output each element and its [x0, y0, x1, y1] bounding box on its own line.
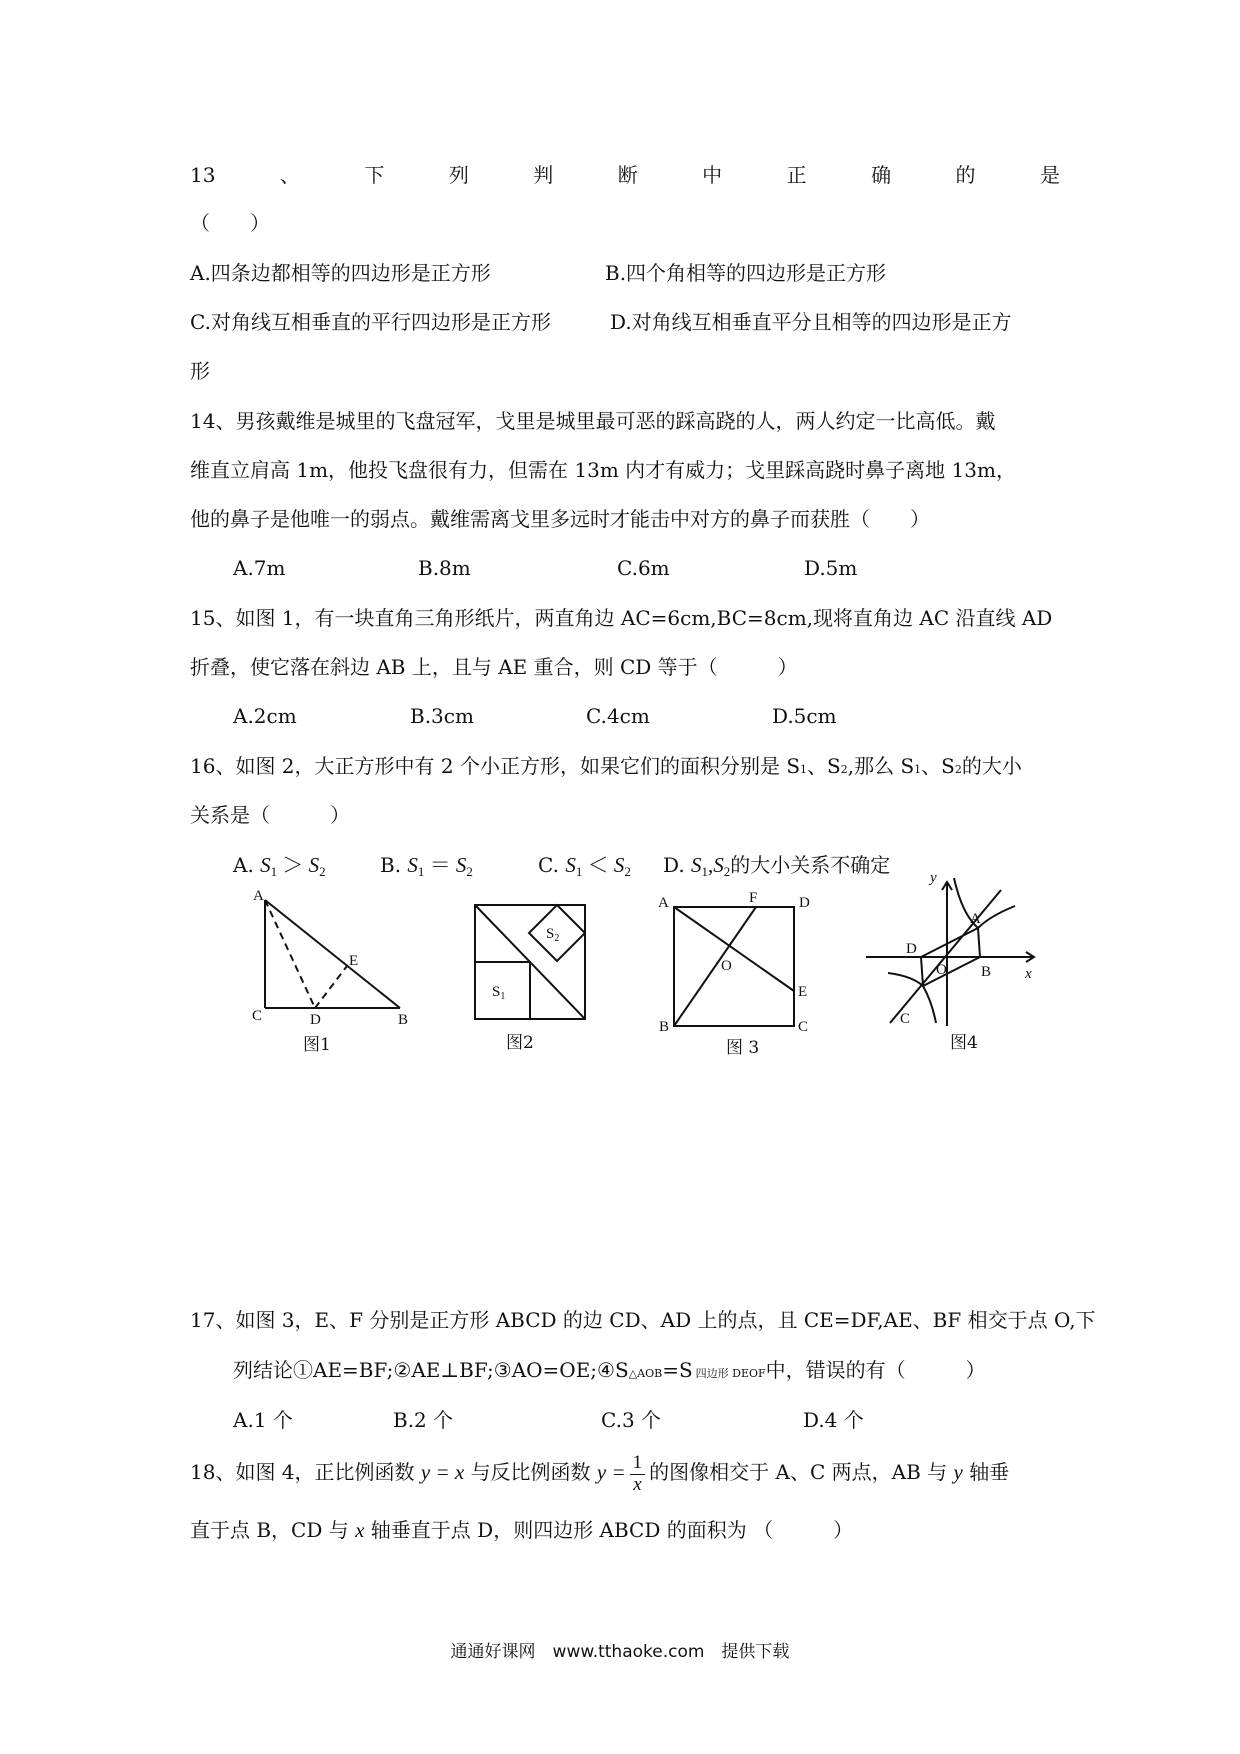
q13-option-d: D.对角线互相垂直平分且相等的四边形是正方 — [610, 310, 1012, 334]
q14-option-a: A.7m — [233, 556, 286, 580]
q18-formula-inverse: y = $\frac{1}{x}$ — [597, 1460, 649, 1484]
q16-line-1: 16、如图 2，大正方形中有 2 个小正方形，如果它们的面积分别是 S1、S2,那么 S1、S2的大小 — [190, 754, 1022, 778]
fig1-label-a: A — [253, 888, 264, 904]
q16-line-2: 关系是（ ） — [190, 803, 350, 827]
q13-stem: 13 、 下 列 判 断 中 正 确 的 是 — [190, 163, 1060, 187]
q14-line-3: 他的鼻子是他唯一的弱点。戴维需离戈里多远时才能击中对方的鼻子而获胜（ ） — [190, 507, 930, 531]
q13-option-c: C.对角线互相垂直的平行四边形是正方形 — [190, 310, 551, 334]
fig1-caption: 图1 — [303, 1035, 331, 1055]
q15-option-c: C.4cm — [586, 704, 650, 728]
q18-line-2: 直于点 B，CD 与 x 轴垂直于点 D，则四边形 ABCD 的面积为 （ ） — [190, 1518, 854, 1542]
fig4-label-c: C — [900, 1011, 911, 1027]
q16-option-c: C. $S_1 < S_2$ — [538, 853, 631, 879]
q13-option-a: A.四条边都相等的四边形是正方形 — [190, 261, 491, 285]
q15-line-2: 折叠，使它落在斜边 AB 上，且与 AE 重合，则 CD 等于（ ） — [190, 655, 798, 679]
fig1-label-b: B — [398, 1012, 409, 1028]
fig3-label-f: F — [749, 890, 758, 906]
figure-3 — [655, 885, 815, 1039]
q14-option-d: D.5m — [804, 556, 858, 580]
fig4-label-y: y — [930, 870, 937, 886]
figure-1 — [250, 890, 420, 1029]
q18-formula-direct: y = x — [420, 1460, 465, 1485]
q14-line-1: 14、男孩戴维是城里的飞盘冠军，戈里是城里最可恶的踩高跷的人，两人约定一比高低。戴 — [190, 409, 996, 433]
page-footer: 通通好课网 www.tthaoke.com 提供下载 — [450, 1642, 790, 1662]
figure-2 — [470, 900, 590, 1028]
fig1-label-d: D — [310, 1012, 321, 1028]
q14-option-b: B.8m — [418, 556, 471, 580]
q17-line-1: 17、如图 3，E、F 分别是正方形 ABCD 的边 CD、AD 上的点，且 CE=DF,AE、BF 相交于点 O,下 — [190, 1308, 1096, 1332]
fig2-caption: 图2 — [506, 1033, 534, 1053]
fig3-label-b: B — [659, 1019, 670, 1035]
fig4-label-o: O — [936, 962, 947, 978]
q17-option-a: A.1 个 — [233, 1408, 293, 1432]
q18-line-1: 18、如图 4，正比例函数 y = x 与反比例函数 y = $\frac{1}{x}$ 的图像相交于 A、C 两点，AB 与 y 轴垂 — [190, 1452, 1010, 1495]
fig3-label-o: O — [721, 958, 732, 974]
fig3-label-d: D — [799, 895, 810, 911]
q16-option-b: B. $S_1 = S_2$ — [380, 853, 473, 879]
q13-option-b: B.四个角相等的四边形是正方形 — [605, 261, 887, 285]
q13-paren: （ ） — [190, 211, 270, 235]
q15-line-1: 15、如图 1，有一块直角三角形纸片，两直角边 AC=6cm,BC=8cm,现将直角边 AC 沿直线 AD — [190, 606, 1053, 630]
fig4-label-d: D — [906, 941, 917, 957]
q13-option-d-wrap: 形 — [190, 359, 210, 383]
fig3-label-a: A — [658, 895, 669, 911]
q17-option-c: C.3 个 — [601, 1408, 662, 1432]
q15-option-d: D.5cm — [772, 704, 837, 728]
fig3-label-c: C — [798, 1019, 809, 1035]
figure-4 — [862, 868, 1042, 1032]
q17-option-d: D.4 个 — [803, 1408, 864, 1432]
fig4-label-x: x — [1025, 966, 1032, 982]
fig4-label-b: B — [981, 964, 992, 980]
q15-option-b: B.3cm — [410, 704, 474, 728]
q17-line-2: 列结论①AE=BF;②AE⊥BF;③AO=OE;④S△AOB=S 四边形 DEOF中，错误的有（ ） — [233, 1358, 986, 1382]
q14-option-c: C.6m — [617, 556, 670, 580]
fig3-label-e: E — [798, 984, 808, 1000]
fig1-label-c: C — [252, 1008, 263, 1024]
q16-option-d: D. $S_1,S_2$的大小关系不确定 — [663, 853, 891, 879]
fig2-label-s1: $S_1$ — [492, 984, 506, 1002]
fig1-label-e: E — [349, 953, 359, 969]
q17-option-b: B.2 个 — [393, 1408, 454, 1432]
q14-line-2: 维直立肩高 1m，他投飞盘很有力，但需在 13m 内才有威力；戈里踩高跷时鼻子离地 13m， — [190, 458, 1016, 482]
q16-option-a: A. $S_1 > S_2$ — [233, 853, 326, 879]
fig3-caption: 图 3 — [726, 1038, 760, 1058]
fig2-label-s2: $S_2$ — [546, 926, 560, 944]
fig4-label-a: A — [970, 911, 981, 927]
fig4-caption: 图4 — [950, 1033, 978, 1053]
q15-option-a: A.2cm — [233, 704, 297, 728]
